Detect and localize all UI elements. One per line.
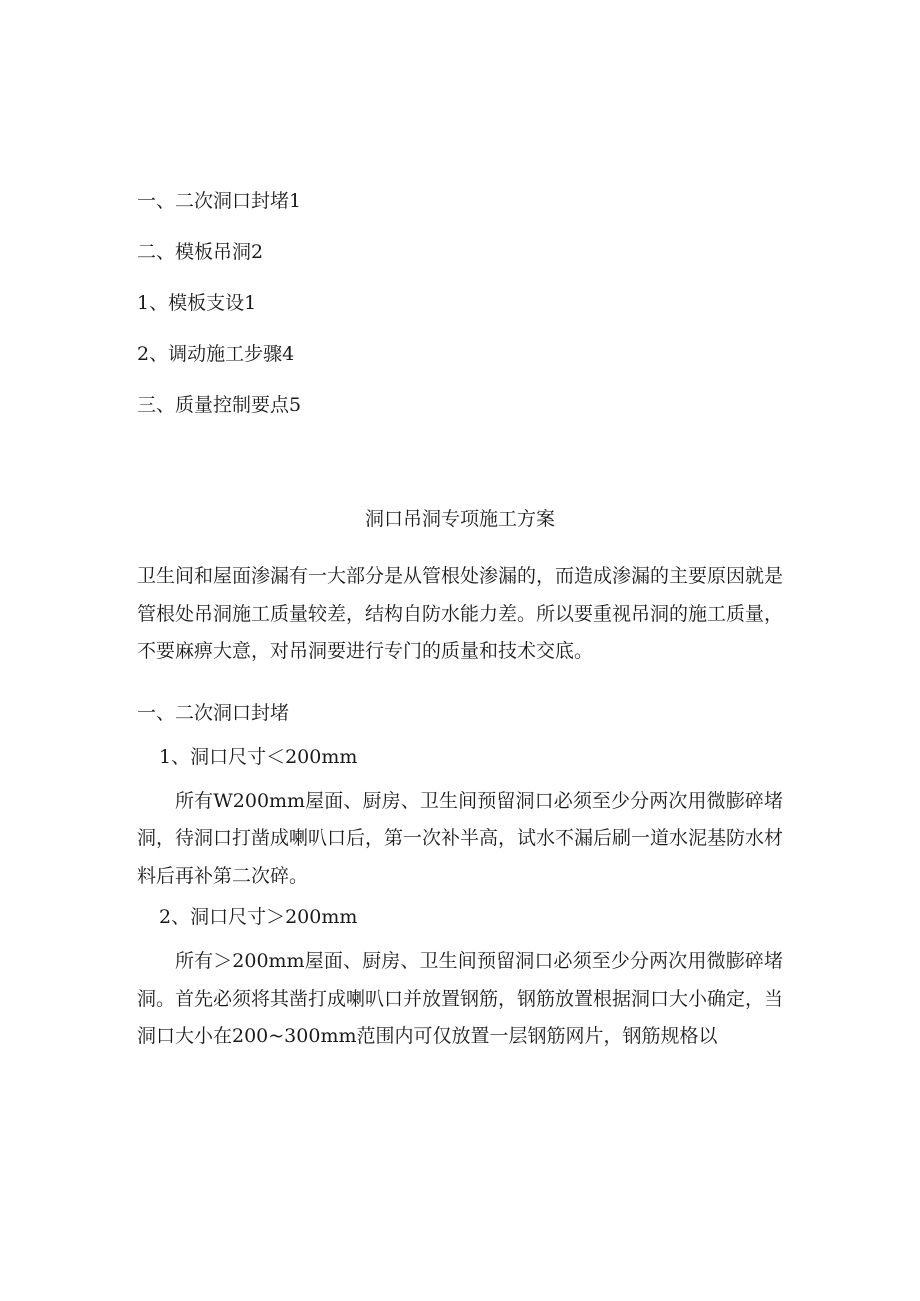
- intro-paragraph: 卫生间和屋面渗漏有一大部分是从管根处渗漏的，而造成渗漏的主要原因就是管根处吊洞施工质量较差，结构自防水能力差。所以要重视吊洞的施工质量，不要麻痹大意，对吊洞要进行专门的质量和技术交底。: [137, 565, 784, 662]
- section-heading: 一、二次洞口封堵: [137, 701, 290, 724]
- subsection-paragraph: 所有＞200mm屋面、厨房、卫生间预留洞口必须至少分两次用微膨碎堵洞。首先必须将其凿打成喇叭口并放置钢筋，钢筋放置根据洞口大小确定，当洞口大小在200~300mm范围内可仅放置一层钢筋网片，钢筋规格以: [137, 950, 784, 1047]
- toc-item[interactable]: 1、模板支设1: [137, 292, 257, 314]
- toc-item[interactable]: 一、二次洞口封堵1: [137, 190, 302, 212]
- toc-item[interactable]: 二、模板吊洞2: [137, 241, 264, 263]
- table-of-contents: [137, 186, 797, 441]
- document-title: 洞口吊洞专项施工方案: [364, 508, 555, 530]
- paragraph-gap: [137, 671, 783, 695]
- subsection-heading: 1、洞口尺寸＜200mm: [159, 745, 358, 768]
- toc-item[interactable]: 三、质量控制要点5: [137, 394, 302, 416]
- subsection-paragraph: 所有W200mm屋面、厨房、卫生间预留洞口必须至少分两次用微膨碎堵洞，待洞口打凿成喇叭口后，第一次补半高，试水不漏后刷一道水泥基防水材料后再补第二次碎。: [137, 789, 784, 887]
- toc-item[interactable]: 2、调动施工步骤4: [137, 343, 295, 365]
- document-body: [137, 558, 783, 1056]
- subsection-heading: 2、洞口尺寸＞200mm: [159, 906, 358, 928]
